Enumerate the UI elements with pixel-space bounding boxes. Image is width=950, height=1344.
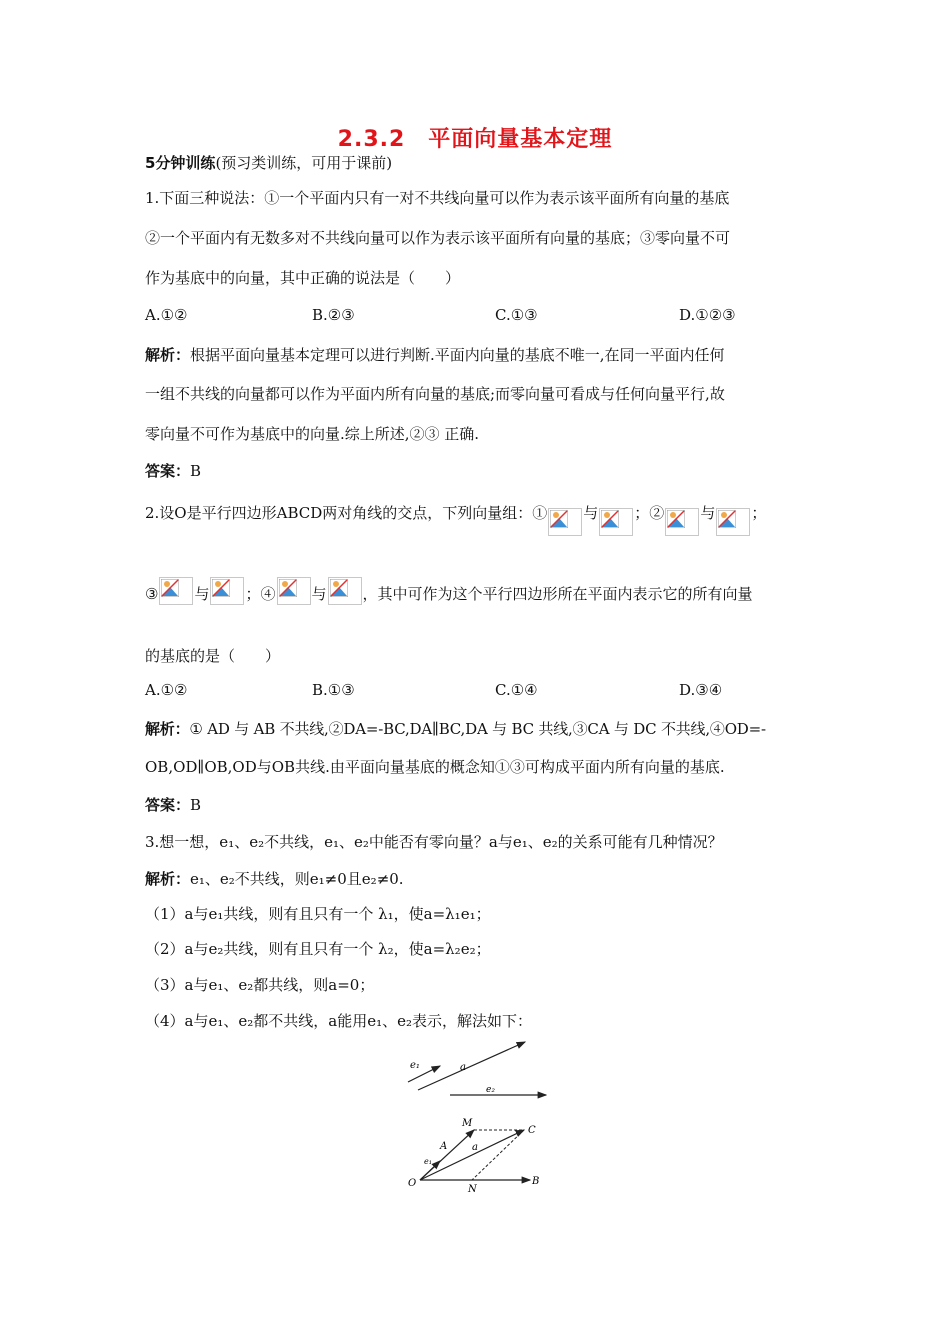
q2-yu-1: 与	[583, 504, 599, 522]
q2-analysis-line-2: OB,OD∥OB,OD与OB共线.由平面向量基底的概念知①③可构成平面内所有向量的基底.	[145, 758, 725, 776]
q2-option-b: B.①③	[312, 681, 355, 699]
broken-image-icon	[159, 577, 193, 605]
label-e2: e₂	[486, 1085, 495, 1095]
q2-sep-1: ；	[634, 504, 650, 522]
vector-oc-arrow	[420, 1130, 524, 1180]
q3-case-3: （3）a与e₁、e₂都共线，则a=0；	[145, 976, 375, 994]
label-O: O	[408, 1178, 417, 1189]
q2-stem: 2.设O是平行四边形ABCD两对角线的交点，下列向量组：	[145, 504, 533, 522]
vector-a-arrow	[418, 1042, 525, 1090]
q3-analysis-text: e₁、e₂不共线，则e₁≠0且e₂≠0.	[190, 870, 404, 888]
parallelogram-figure	[400, 1112, 550, 1196]
q1-analysis-label: 解析：	[145, 346, 191, 364]
q2-mark-4: ④	[260, 585, 276, 603]
section-label: 5分钟训练	[145, 154, 216, 172]
q1-line-1: 1.下面三种说法：①一个平面内只有一对不共线向量可以作为表示该平面所有向量的基底	[145, 189, 730, 207]
q1-answer	[145, 460, 810, 482]
q2-analysis-line-1	[145, 718, 810, 740]
label-C: C	[528, 1125, 536, 1136]
q1-analysis-text-1: 根据平面向量基本定理可以进行判断.平面内向量的基底不唯一,在同一平面内任何	[190, 346, 725, 364]
label-M: M	[462, 1118, 473, 1129]
label-A: A	[440, 1141, 448, 1152]
q3-analysis-label: 解析：	[145, 870, 191, 888]
q3-question: 3.想一想，e₁、e₂不共线，e₁、e₂中能否有零向量？a与e₁、e₂的关系可能有几种情况？	[145, 833, 723, 851]
section-note: (预习类训练，可用于课前)	[215, 154, 393, 172]
q2-option-a: A.①②	[145, 681, 188, 699]
q2-line-2	[145, 581, 810, 609]
q2-mark-1: ①	[532, 504, 548, 522]
q1-analysis-line-3: 零向量不可作为基底中的向量.综上所述,②③ 正确.	[145, 425, 480, 443]
vector-figure-top	[380, 1038, 560, 1100]
q1-option-d: D.①②③	[679, 306, 736, 324]
q2-answer-label: 答案：	[145, 796, 191, 814]
broken-image-icon	[665, 508, 699, 536]
q2-line-2-tail: ，其中可作为这个平行四边形所在平面内表示它的所有向量	[362, 585, 753, 603]
label-B: B	[532, 1176, 540, 1187]
label-N: N	[468, 1184, 477, 1195]
broken-image-icon	[548, 508, 582, 536]
q2-line-1	[145, 500, 810, 528]
q1-analysis-line-1	[145, 344, 810, 366]
broken-image-icon	[277, 577, 311, 605]
q3-analysis	[145, 868, 810, 890]
broken-image-icon	[210, 577, 244, 605]
broken-image-icon	[599, 508, 633, 536]
q1-option-b: B.②③	[312, 306, 355, 324]
q2-mark-2: ②	[649, 504, 665, 522]
q3-case-1: （1）a与e₁共线，则有且只有一个 λ₁，使a=λ₁e₁；	[145, 905, 491, 923]
q2-option-d: D.③④	[679, 681, 723, 699]
label-a: a	[460, 1062, 466, 1073]
q2-answer-value: B	[190, 796, 202, 814]
q2-analysis-text-1: ① AD 与 AB 不共线,②DA=-BC,DA∥BC,DA 与 BC 共线,③CA 与 DC 不共线,④OD=-	[189, 720, 766, 738]
q2-sep-2: ；	[751, 504, 767, 522]
broken-image-icon	[328, 577, 362, 605]
q1-answer-label: 答案：	[145, 462, 191, 480]
q2-line-3: 的基底的是（ ）	[145, 647, 281, 665]
q1-answer-value: B	[190, 462, 202, 480]
q2-answer	[145, 794, 810, 816]
broken-image-icon	[716, 508, 750, 536]
q1-line-2: ②一个平面内有无数多对不共线向量可以作为表示该平面所有向量的基底；③零向量不可	[145, 229, 731, 247]
q3-case-2: （2）a与e₂共线，则有且只有一个 λ₂，使a=λ₂e₂；	[145, 940, 491, 958]
section-header	[145, 152, 810, 174]
label-e1: e₁	[424, 1157, 432, 1166]
label-a: a	[472, 1142, 478, 1153]
segment-cn	[472, 1130, 524, 1180]
q2-yu-4: 与	[311, 585, 327, 603]
q2-yu-3: 与	[194, 585, 210, 603]
q1-option-c: C.①③	[495, 306, 538, 324]
q1-option-a: A.①②	[145, 306, 188, 324]
q2-analysis-label: 解析：	[145, 720, 190, 738]
label-e1: e₁	[410, 1060, 420, 1071]
page-title: 2.3.2 平面向量基本定理	[337, 127, 613, 152]
q1-line-3: 作为基底中的向量，其中正确的说法是（ ）	[145, 269, 461, 287]
q2-mark-3: ③	[145, 585, 159, 603]
q2-option-c: C.①④	[495, 681, 538, 699]
q3-case-4: （4）a与e₁、e₂都不共线，a能用e₁、e₂表示，解法如下：	[145, 1012, 532, 1030]
q2-yu-2: 与	[700, 504, 716, 522]
q2-sep-3: ；	[245, 585, 261, 603]
q1-analysis-line-2: 一组不共线的向量都可以作为平面内所有向量的基底;而零向量可看成与任何向量平行,故	[145, 385, 725, 403]
